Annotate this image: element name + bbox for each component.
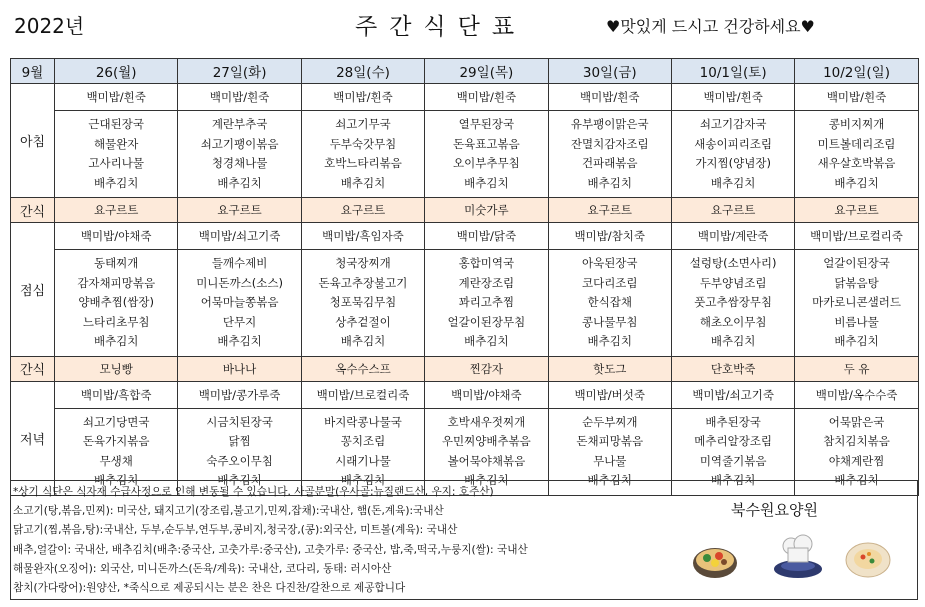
breakfast-row: [11, 84, 919, 198]
main-dish: 백미밥/흰죽: [425, 84, 547, 111]
dish-item: 배추김치: [710, 473, 756, 487]
afternoon-snack-row: [11, 356, 919, 381]
dish-item: 배추김치: [340, 473, 386, 487]
breakfast-cell: [301, 84, 424, 198]
main-dish: 백미밥/흰죽: [302, 84, 424, 111]
dinner-cell: [795, 381, 918, 495]
dish-item: 바지락콩나물국: [324, 414, 402, 429]
breakfast-cell: [548, 84, 671, 198]
dish-item: 동태찌개: [93, 256, 139, 270]
dish-item: 계란장조림: [458, 275, 515, 290]
dish-item: 가지찜(양념장): [695, 156, 771, 170]
dish-item: 홍합미역국: [458, 256, 515, 270]
snack-label: 간식: [11, 356, 55, 381]
dish-item: 꽁치조림: [340, 434, 386, 448]
dish-list: [549, 111, 671, 197]
dish-item: 배추김치: [217, 175, 262, 190]
dish-item: 닭찜: [228, 434, 251, 448]
dish-list: [55, 250, 177, 356]
dish-item: 해물완자: [93, 136, 139, 151]
dish-list: [795, 111, 917, 197]
lunch-cell: [548, 223, 671, 357]
dish-list: [672, 250, 794, 356]
dish-item: 배추김치: [93, 473, 139, 487]
dish-list: [178, 250, 300, 356]
dish-item: 시금치된장국: [206, 414, 273, 429]
dish-item: 청포묵김무침: [329, 295, 397, 309]
dish-list: [549, 250, 671, 356]
day-header-row: [11, 59, 919, 84]
dish-item: 두부숙갓무침: [329, 136, 397, 151]
noodle-plate-icon: [844, 539, 892, 579]
dish-item: 배추김치: [464, 175, 509, 190]
dish-item: 배추김치: [93, 334, 139, 348]
dinner-cell: [55, 381, 178, 495]
dish-item: 호박새우젓찌개: [447, 414, 526, 429]
lunch-cell: [671, 223, 794, 357]
slogan: ♥맛있게 드시고 건강하세요♥: [606, 17, 815, 36]
dish-list: [425, 250, 547, 356]
dish-item: 새우살호박볶음: [817, 156, 896, 170]
day-header: 10/1일(토): [671, 59, 794, 84]
dish-item: 참치김치볶음: [823, 434, 890, 448]
dish-item: 배추김치: [587, 334, 632, 348]
dish-item: 쇠고기당면국: [82, 414, 150, 429]
dish-item: 양배추찜(쌈장): [78, 295, 155, 309]
main-dish: 백미밥/흰죽: [549, 84, 671, 111]
page-header: [0, 0, 925, 56]
main-dish: 백미밥/야채죽: [55, 223, 177, 250]
dish-item: 어묵맑은국: [828, 414, 885, 429]
note-line: 소고기(탕,볶음,민찌): 미국산, 돼지고기(장조림,불고기,민찌,잡채):국내산, 햄(돈,계육):국내산: [13, 505, 444, 518]
dish-item: 배추김치: [464, 473, 509, 487]
dish-item: 배추김치: [710, 175, 756, 190]
lunch-cell: [55, 223, 178, 357]
notes-box: [10, 480, 918, 600]
dish-item: 어묵마늘쫑볶음: [200, 295, 279, 309]
day-header: 26(월): [55, 59, 178, 84]
snack-cell: 미숫가루: [425, 198, 548, 223]
dish-item: 콩나물무침: [581, 314, 638, 329]
weekly-menu-table: [10, 58, 919, 496]
dish-list: [302, 111, 424, 197]
dish-item: 미니돈까스(소스): [196, 275, 283, 290]
main-dish: 백미밥/브로컬리죽: [302, 382, 424, 409]
lunch-row: [11, 223, 919, 357]
page-title: 주간식단표: [355, 14, 527, 40]
dish-item: 배추김치: [710, 334, 756, 348]
dish-list: [302, 250, 424, 356]
main-dish: 백미밥/흰죽: [55, 84, 177, 111]
breakfast-cell: [671, 84, 794, 198]
dish-item: 얼갈이된장무침: [447, 314, 526, 329]
snack-cell: 옥수수스프: [301, 356, 424, 381]
dish-item: 풋고추쌈장무침: [694, 295, 773, 309]
dish-item: 쇠고기무국: [335, 117, 391, 131]
dish-item: 배추김치: [217, 334, 262, 348]
dinner-row: [11, 381, 919, 495]
dish-item: 야채계란찜: [828, 453, 885, 468]
dish-item: 미역줄기볶음: [699, 453, 767, 468]
dish-item: 숙주오이무침: [206, 453, 273, 468]
lunch-cell: [795, 223, 918, 357]
dish-item: 건파래볶음: [581, 156, 638, 170]
snack-cell: 모닝빵: [55, 356, 178, 381]
main-dish: 백미밥/야채죽: [425, 382, 547, 409]
dish-list: [178, 111, 300, 197]
dinner-cell: [671, 381, 794, 495]
institution-name: 북수원요양원: [731, 501, 818, 519]
chef-hat-icon: [771, 531, 825, 581]
dish-item: 돈육고추장불고기: [318, 275, 408, 290]
dish-item: 배추김치: [587, 473, 632, 487]
note-line: 참치(가다랑어):원양산, *죽식으로 제공되시는 분은 찬은 다진찬/갈찬으로 제공합니다: [13, 582, 406, 595]
day-header: 28일(수): [301, 59, 424, 84]
dish-list: [55, 111, 177, 197]
main-dish: 백미밥/흰죽: [795, 84, 917, 111]
dish-item: 배추김치: [587, 175, 632, 190]
dinner-cell: [548, 381, 671, 495]
dish-list: [672, 111, 794, 197]
dish-item: 잔멸치감자조림: [570, 136, 649, 151]
snack-cell: 핫도그: [548, 356, 671, 381]
dinner-cell: [425, 381, 548, 495]
dish-item: 코다리조림: [581, 275, 638, 290]
main-dish: 백미밥/브로컬리죽: [795, 223, 917, 250]
dish-item: 해초오이무침: [699, 314, 767, 329]
dish-item: 청경채나물: [211, 156, 268, 170]
dish-item: 오이부추무침: [453, 156, 520, 170]
main-dish: 백미밥/흰죽: [178, 84, 300, 111]
day-header: 27일(화): [178, 59, 301, 84]
day-header: 29일(목): [425, 59, 548, 84]
dish-item: 근대된장국: [88, 117, 144, 131]
dish-item: 메추리알장조림: [694, 434, 773, 448]
dish-item: 배추김치: [834, 473, 879, 487]
lunch-cell: [301, 223, 424, 357]
dish-item: 아욱된장국: [581, 256, 638, 270]
dish-item: 고사리나물: [88, 156, 144, 170]
dish-item: 호박느타리볶음: [324, 156, 402, 170]
dish-item: 볼어묵야채볶음: [447, 453, 526, 468]
snack-cell: 요구르트: [671, 198, 794, 223]
dish-item: 상추겉절이: [335, 314, 391, 329]
dish-item: 콩비지찌개: [828, 117, 885, 131]
dish-item: 무생채: [99, 453, 133, 468]
morning-snack-row: [11, 198, 919, 223]
dish-list: [795, 250, 917, 356]
main-dish: 백미밥/버섯죽: [549, 382, 671, 409]
snack-cell: 요구르트: [548, 198, 671, 223]
dish-item: 들깨수제비: [211, 256, 268, 270]
dinner-label: 저녁: [11, 381, 55, 495]
dish-item: 한식잡채: [587, 295, 632, 309]
dish-item: 배추김치: [834, 334, 879, 348]
main-dish: 백미밥/계란죽: [672, 223, 794, 250]
dish-item: 무나물: [593, 453, 627, 468]
dish-item: 단무지: [222, 314, 257, 329]
snack-cell: 요구르트: [55, 198, 178, 223]
dish-item: 배추된장국: [705, 414, 761, 429]
dish-item: 배추김치: [464, 334, 509, 348]
dish-item: 설렁탕(소면사리): [689, 256, 777, 270]
dish-item: 새송이피리조림: [694, 136, 773, 151]
breakfast-label: 아침: [11, 84, 55, 198]
dish-item: 배추김치: [834, 175, 879, 190]
dish-item: 우민찌양배추볶음: [441, 434, 531, 448]
bibimbap-bowl-icon: [691, 541, 739, 581]
dish-list: [425, 111, 547, 197]
dish-item: 유부팽이맑은국: [570, 117, 649, 131]
origin-notes: [13, 483, 661, 598]
dish-item: 청국장찌개: [335, 256, 391, 270]
dish-item: 꽈리고추찜: [458, 295, 515, 309]
day-header: 30일(금): [548, 59, 671, 84]
dish-item: 시래기나물: [335, 453, 391, 468]
main-dish: 백미밥/쇠고기죽: [178, 223, 300, 250]
snack-cell: 두 유: [795, 356, 918, 381]
dish-item: 느타리초무침: [82, 314, 150, 329]
note-line: *상기 식단은 식자재 수급사정으로 인해 변동될 수 있습니다. 사골분말(우사골:뉴질랜드산, 우지: 호주산): [13, 486, 494, 498]
main-dish: 백미밥/흑임자죽: [302, 223, 424, 250]
dish-item: 순두부찌개: [581, 414, 638, 429]
lunch-cell: [178, 223, 301, 357]
snack-cell: 찐감자: [425, 356, 548, 381]
day-header: 10/2일(일): [795, 59, 918, 84]
dish-item: 두부양념조림: [699, 275, 767, 290]
dish-item: 감자채피망볶음: [77, 275, 156, 290]
month-header: 9월: [11, 59, 55, 84]
year-label: 2022년: [14, 14, 85, 38]
main-dish: 백미밥/흑합죽: [55, 382, 177, 409]
note-line: 닭고기(찜,볶음,탕):국내산, 두부,순두부,연두부,콩비지,청국장,(콩):외국산, 미트볼(계육): 국내산: [13, 524, 458, 537]
dish-item: 마카로니콘샐러드: [812, 295, 901, 309]
main-dish: 백미밥/콩가루죽: [178, 382, 300, 409]
dish-item: 돈육표고볶음: [453, 136, 520, 151]
note-line: 배추,얼갈이: 국내산, 배추김치(배추:중국산, 고춧가루:중국산), 고춧가루: 중국산, 밥,죽,떡국,누룽지(쌀): 국내산: [13, 543, 528, 556]
lunch-cell: [425, 223, 548, 357]
breakfast-cell: [425, 84, 548, 198]
dish-item: 비름나물: [834, 314, 879, 329]
dish-item: 배추김치: [217, 473, 262, 487]
main-dish: 백미밥/닭죽: [425, 223, 547, 250]
dish-item: 배추김치: [340, 175, 386, 190]
breakfast-cell: [55, 84, 178, 198]
main-dish: 백미밥/흰죽: [672, 84, 794, 111]
dish-item: 배추김치: [340, 334, 386, 348]
dish-item: 돈육가지볶음: [82, 434, 150, 448]
main-dish: 백미밥/참치죽: [549, 223, 671, 250]
snack-label: 간식: [11, 198, 55, 223]
dish-item: 닭볶음탕: [834, 275, 879, 290]
dish-item: 쇠고기감자국: [699, 117, 767, 131]
snack-cell: 요구르트: [795, 198, 918, 223]
dish-item: 계란부추국: [211, 117, 268, 131]
dinner-cell: [301, 381, 424, 495]
note-line: 해물완자(오징어): 외국산, 미니돈까스(돈육/계육): 국내산, 코다리, 동태: 러시아산: [13, 562, 392, 575]
snack-cell: 요구르트: [301, 198, 424, 223]
dish-item: 쇠고기팽이볶음: [200, 136, 279, 151]
dish-item: 미트볼데리조림: [817, 136, 896, 151]
main-dish: 백미밥/쇠고기죽: [672, 382, 794, 409]
breakfast-cell: [178, 84, 301, 198]
dinner-cell: [178, 381, 301, 495]
dish-item: 돈채피망볶음: [576, 434, 644, 448]
dish-item: 얼갈이된장국: [823, 256, 890, 270]
snack-cell: 바나나: [178, 356, 301, 381]
snack-cell: 요구르트: [178, 198, 301, 223]
breakfast-cell: [795, 84, 918, 198]
main-dish: 백미밥/옥수수죽: [795, 382, 917, 409]
dish-item: 열무된장국: [458, 117, 515, 131]
lunch-label: 점심: [11, 223, 55, 357]
snack-cell: 단호박죽: [671, 356, 794, 381]
dish-item: 배추김치: [93, 175, 139, 190]
